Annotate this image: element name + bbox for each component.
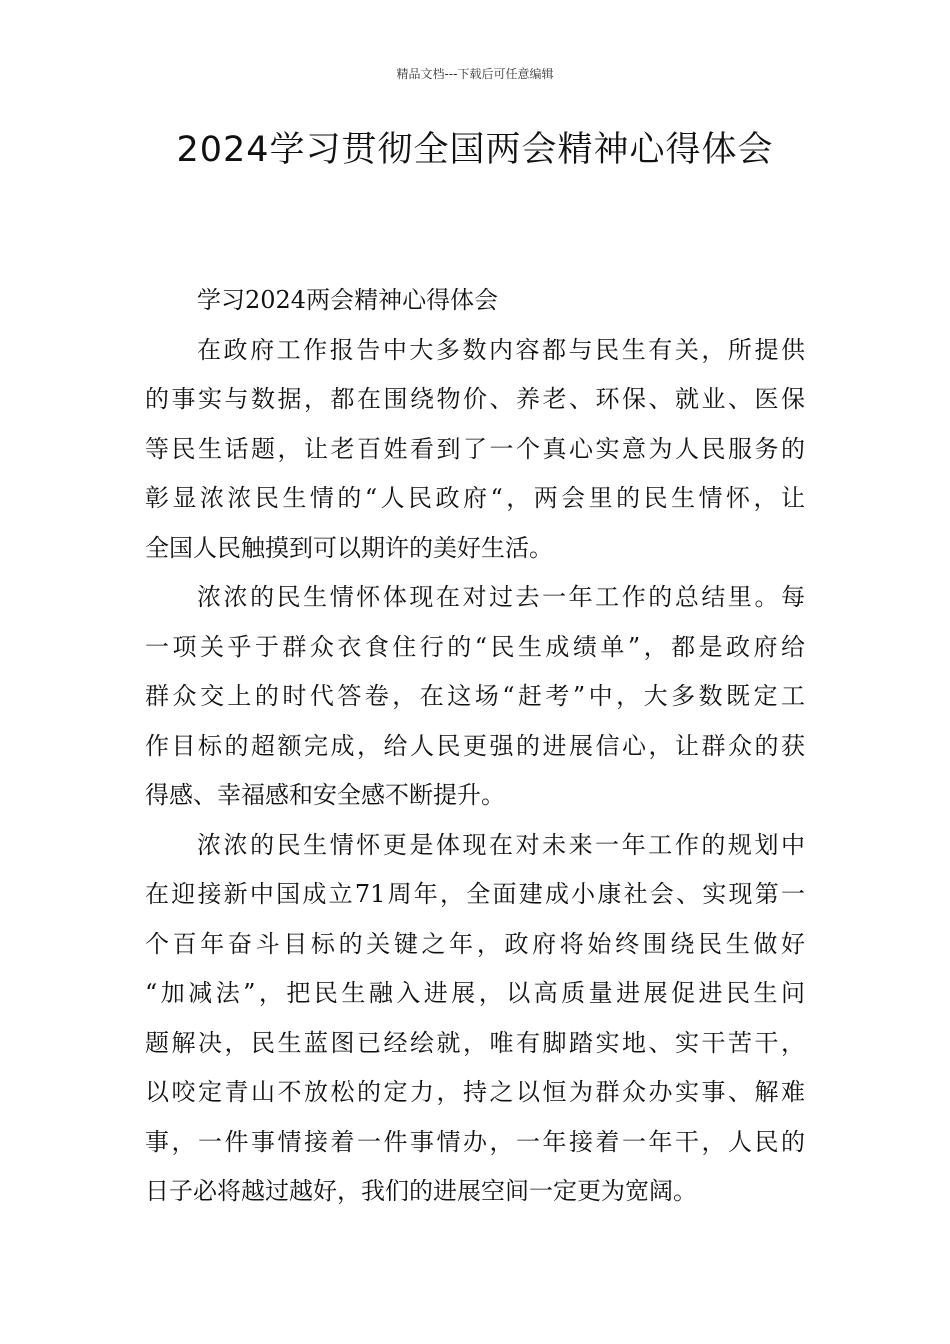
- paragraph-line: 浓浓的民生情怀更是体现在对未来一年工作的规划中: [197, 830, 805, 859]
- paragraph-line: 得感、幸福感和安全感不断提升。: [145, 781, 505, 809]
- document-title: 2024学习贯彻全国两会精神心得体会: [176, 130, 774, 170]
- paragraph-1: [145, 326, 805, 574]
- paragraph-line: 作目标的超额完成，给人民更强的进展信心，让群众的获: [145, 731, 805, 760]
- paragraph-line: 等民生话题，让老百姓看到了一个真心实意为人民服务的: [145, 434, 805, 463]
- paragraph-line: 日子必将越过越好，我们的进展空间一定更为宽阔。: [145, 1177, 697, 1205]
- paragraph-line: 题解决，民生蓝图已经绘就，唯有脚踏实地、实干苦干，: [145, 1028, 805, 1057]
- paragraph-line: 在迎接新中国成立71周年，全面建成小康社会、实现第一: [145, 880, 805, 908]
- paragraph-line: 浓浓的民生情怀体现在对过去一年工作的总结里。每: [197, 583, 805, 611]
- paragraph-line: 的事实与数据，都在围绕物价、养老、环保、就业、医保: [145, 385, 805, 413]
- paragraph-3: [145, 821, 805, 1217]
- paragraph-line: 在政府工作报告中大多数内容都与民生有关，所提供: [197, 335, 805, 364]
- paragraph-line: 群众交上的时代答卷，在这场“赶考”中，大多数既定工: [145, 682, 805, 710]
- paragraph-line: 全国人民触摸到可以期许的美好生活。: [145, 533, 553, 562]
- document-body: [145, 276, 805, 1217]
- paragraph-line: 以咬定青山不放松的定力，持之以恒为群众办实事、解难: [145, 1078, 805, 1106]
- header-note: 精品文档---下载后可任意编辑: [396, 67, 554, 81]
- article-subtitle: 学习2024两会精神心得体会: [197, 286, 499, 314]
- paragraph-line: “加减法”，把民生融入进展，以高质量进展促进民生问: [145, 979, 805, 1007]
- paragraph-2: [145, 573, 805, 821]
- paragraph-line: 彰显浓浓民生情的“人民政府“，两会里的民生情怀，让: [145, 484, 805, 512]
- paragraph-line: 个百年奋斗目标的关键之年，政府将始终围绕民生做好: [145, 929, 805, 958]
- paragraph-line: 事，一件事情接着一件事情办，一年接着一年干，人民的: [145, 1127, 805, 1156]
- paragraph-line: 一项关乎于群众衣食住行的“民生成绩单”，都是政府给: [145, 632, 805, 661]
